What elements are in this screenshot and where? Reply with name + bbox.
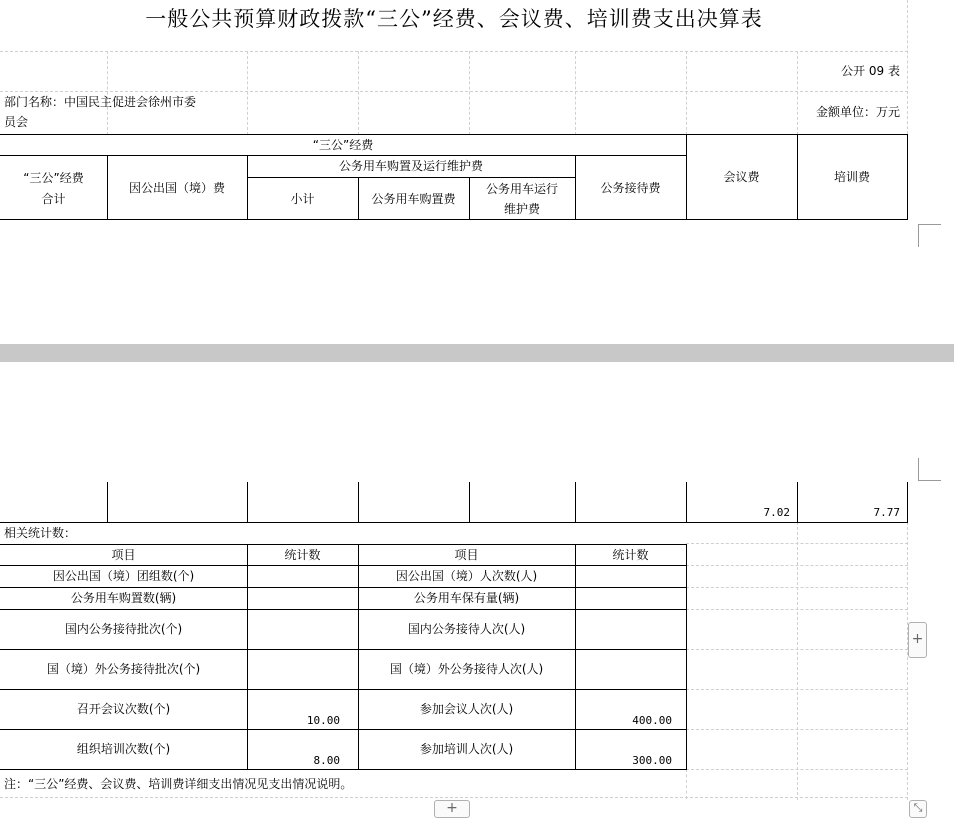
stats-row-label: 国（境）外公务接待人次(人) [389, 662, 544, 676]
stats-row-label: 召开会议次数(个) [76, 702, 171, 716]
stats-col-item: 项目 [454, 548, 479, 562]
stats-row-value: 400.00 [632, 714, 672, 727]
stats-row-label: 国（境）外公务接待批次(个) [46, 662, 201, 676]
stats-col-count: 统计数 [612, 548, 649, 562]
page-corner-mark [918, 458, 941, 481]
stats-row-label: 因公出国（境）人次数(人) [395, 569, 538, 583]
total-header: “三公”经费 [23, 171, 84, 185]
stats-row-label: 组织培训次数(个) [76, 742, 171, 756]
stats-row-label: 参加会议人次(人) [419, 702, 514, 716]
stats-row-label: 公务用车购置数(辆) [70, 591, 177, 605]
add-column-button[interactable]: + [908, 622, 927, 658]
stats-row-value: 300.00 [632, 754, 672, 767]
stats-row-label: 国内公务接待批次(个) [64, 622, 183, 636]
stats-col-item: 项目 [111, 548, 136, 562]
vehicle-purchase-header: 公务用车购置费 [371, 192, 456, 206]
sangong-header: “三公”经费 [312, 138, 374, 152]
stats-col-count: 统计数 [284, 548, 321, 562]
total-header-cont: 合计 [41, 192, 66, 206]
add-sheet-button[interactable]: + [434, 800, 470, 818]
page-separator [0, 344, 954, 362]
stats-row-value: 8.00 [313, 754, 340, 767]
stats-row-value: 10.00 [306, 714, 340, 727]
stats-title: 相关统计数： [4, 526, 77, 540]
stats-row-label: 国内公务接待人次(人) [407, 622, 526, 636]
meeting-value: 7.02 [763, 506, 790, 519]
department-name-cont: 员会 [4, 115, 29, 129]
stats-row-label: 因公出国（境）团组数(个) [52, 569, 195, 583]
training-header: 培训费 [833, 170, 870, 184]
vehicle-group-header: 公务用车购置及运行维护费 [338, 159, 483, 173]
amount-unit: 金额单位：万元 [815, 105, 900, 119]
table-number: 公开 09 表 [841, 64, 900, 78]
footnote: 注：“三公”经费、会议费、培训费详细支出情况见支出情况说明。 [4, 777, 353, 791]
training-value: 7.77 [873, 506, 900, 519]
reception-header: 公务接待费 [600, 181, 661, 195]
expand-icon[interactable]: ⤡ [909, 800, 927, 818]
vehicle-run-header: 公务用车运行 [485, 182, 558, 196]
abroad-header: 因公出国（境）费 [128, 181, 225, 195]
meeting-header: 会议费 [723, 170, 760, 184]
page-title: 一般公共预算财政拨款“三公”经费、会议费、培训费支出决算表 [145, 7, 763, 31]
stats-row-label: 公务用车保有量(辆) [413, 591, 520, 605]
department-name: 部门名称：中国民主促进会徐州市委 [4, 95, 197, 109]
stats-row-label: 参加培训人次(人) [419, 742, 514, 756]
vehicle-run-header-cont: 维护费 [503, 202, 540, 216]
subtotal-header: 小计 [290, 192, 315, 206]
page-corner-mark [918, 224, 941, 247]
